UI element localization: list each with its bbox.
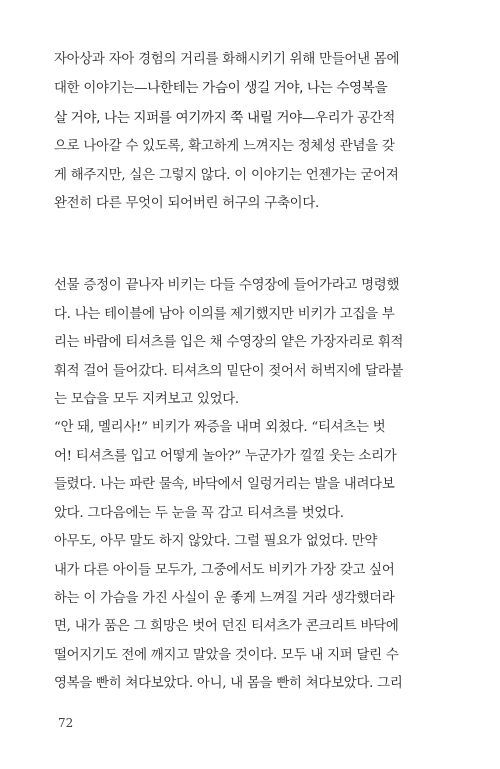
body-text: —우리가 공간적 (301, 110, 396, 126)
text-line: 휘적 걸어 들어갔다. 티셔츠의 밑단이 젖어서 허벅지에 달라붙 (54, 363, 404, 379)
emphasized-text: 나한테는 가슴이 생길 거야, 나는 수영복을 (147, 80, 388, 97)
story-paragraph (54, 528, 449, 698)
story-paragraph (54, 414, 449, 528)
body-text: 완전히 다른 무엇이 되어버린 허구의 구축이다. (54, 196, 320, 212)
text-line: 면, 내가 품은 그 희망은 벗어 던진 티셔츠가 콘크리트 바닥에 (54, 619, 399, 635)
body-text: 대한 이야기는— (54, 81, 148, 97)
body-text: 으로 나아갈 수 있도록, 확고하게 느껴지는 정체성 관념을 갖 (54, 139, 395, 155)
text-line: 다. 나는 테이블에 남아 이의를 제기했지만 비키가 고집을 부 (54, 306, 395, 322)
body-text: 자아상과 자아 경험의 거리를 화해시키기 위해 만들어낸 몸에 (54, 52, 400, 67)
text-line: 어! 티셔츠를 입고 어떻게 놀아?” 누군가가 낄낄 웃는 소리가 (54, 448, 397, 464)
book-page (54, 46, 449, 699)
text-line: 리는 바람에 티셔츠를 입은 채 수영장의 얕은 가장자리로 휘적 (54, 335, 404, 351)
text-line: 하는 이 가슴을 가진 사실이 운 좋게 느껴질 거라 생각했더라 (54, 590, 395, 606)
text-line: 았다. 그다음에는 두 눈을 꼭 감고 티셔츠를 벗었다. (54, 505, 344, 521)
text-line: 아무도, 아무 말도 하지 않았다. 그럴 필요가 없었다. 만약 (54, 534, 378, 550)
text-line: 떨어지기도 전에 깨지고 말았을 것이다. 모두 내 지퍼 달린 수 (54, 647, 399, 663)
text-line: “안 돼, 멜리사!” 비키가 짜증을 내며 외쳤다. “티셔츠는 벗 (54, 420, 386, 436)
paragraph-body-image (54, 46, 449, 218)
body-text: 게 해주지만, 실은 그렇지 않다. 이 이야기는 언젠가는 굳어져 (54, 167, 399, 183)
emphasized-text: 살 거야, 나는 지퍼를 여기까지 쭉 내릴 거야 (54, 109, 302, 126)
text-line: 들렸다. 나는 파란 물속, 바닥에서 일렁거리는 발을 내려다보 (54, 477, 395, 493)
text-line: 내가 다른 아이들 모두가, 그중에서도 비키가 가장 갖고 싶어 (54, 562, 395, 578)
text-line (54, 133, 449, 161)
text-line: 선물 증정이 끝나자 비키는 다들 수영장에 들어가라고 명령했 (54, 278, 400, 294)
text-line (54, 190, 449, 218)
story-section (54, 272, 449, 698)
text-line (54, 74, 449, 103)
text-line (54, 46, 449, 74)
page-number: 72 (58, 716, 74, 730)
story-paragraph (54, 272, 449, 414)
text-line (54, 162, 449, 190)
text-line: 영복을 빤히 쳐다보았다. 아니, 내 몸을 빤히 쳐다보았다. 그리 (54, 676, 403, 692)
text-line: 는 모습을 모두 지켜보고 있었다. (54, 392, 239, 408)
text-line (54, 104, 449, 133)
